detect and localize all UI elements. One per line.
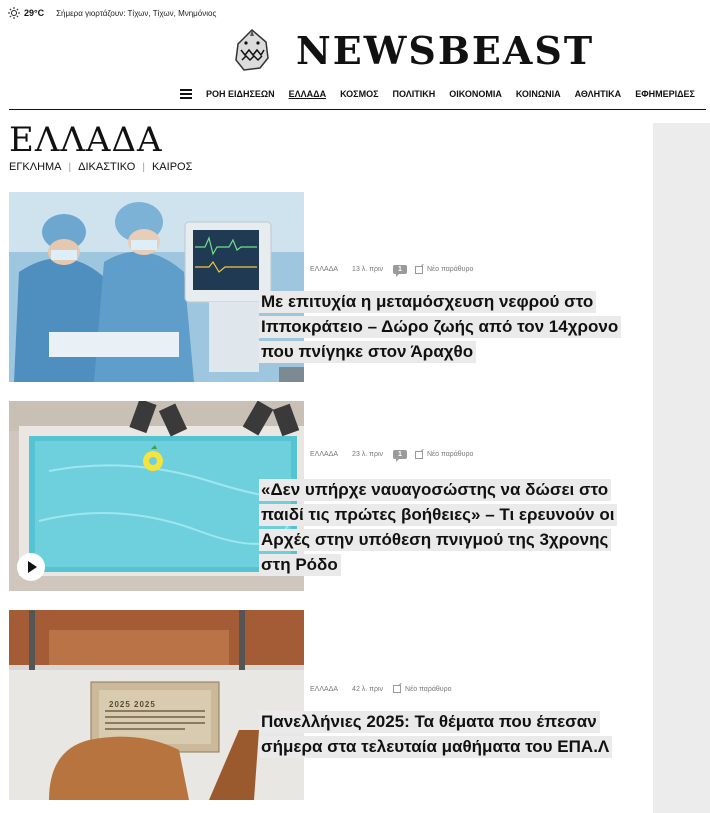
article-card[interactable] [9, 610, 639, 800]
brand-name: NEWSBEAST [296, 28, 595, 73]
article-headline[interactable]: «Δεν υπήρχε ναυαγοσώστης να δώσει στο παιδί τις πρώτες βοήθειες» – Τι ερευνούν οι Αρχές στην υπόθεση πνιγμού της 3χρονης στη Ρόδο [259, 477, 639, 577]
article-meta [310, 450, 473, 459]
article-category[interactable]: ΕΛΛΑΔΑ [310, 685, 339, 693]
sun-icon [8, 7, 20, 19]
article-headline[interactable]: Με επιτυχία η μεταμόσχευση νεφρού στο Ιπποκράτειο – Δώρο ζωής από τον 14χρονο που πνίγηκε στον Άραχθο [259, 289, 629, 364]
comment-count-badge[interactable]: 1 [393, 450, 407, 459]
nav-item-politiki[interactable]: ΠΟΛΙΤΙΚΗ [392, 89, 436, 99]
nav-item-athlitika[interactable]: ΑΘΛΗΤΙΚΑ [574, 89, 622, 99]
article-meta [310, 685, 451, 693]
subnav-kairos[interactable]: ΚΑΙΡΟΣ [151, 161, 193, 173]
article-time: 23 λ. πριν [352, 451, 384, 458]
article-image-exam[interactable] [9, 610, 304, 800]
main-nav [180, 86, 695, 102]
article-headline[interactable]: Πανελλήνιες 2025: Τα θέματα που έπεσαν σήμερα στα τελευταία μαθήματα του ΕΠΑ.Λ [259, 709, 629, 759]
menu-icon[interactable] [180, 89, 192, 99]
article-card[interactable] [9, 192, 639, 382]
article-time: 42 λ. πριν [352, 685, 384, 693]
sidebar-ad-area [653, 123, 710, 813]
nav-item-oikonomia[interactable]: ΟΙΚΟΝΟΜΙΑ [449, 89, 502, 99]
new-window-icon[interactable] [415, 266, 423, 274]
top-bar [8, 5, 216, 21]
new-window-icon[interactable] [393, 685, 401, 693]
article-category[interactable]: ΕΛΛΑΔΑ [310, 266, 339, 273]
nav-item-kosmos[interactable]: ΚΟΣΜΟΣ [340, 89, 379, 99]
nav-item-roi[interactable]: ΡΟΗ ΕΙΔΗΣΕΩΝ [206, 89, 275, 99]
new-window-icon[interactable] [415, 451, 423, 459]
nav-item-ellada[interactable]: ΕΛΛΑΔΑ [288, 89, 327, 99]
article-card[interactable] [9, 401, 639, 591]
article-meta [310, 265, 473, 274]
new-window-link[interactable]: Νέο παράθυρο [426, 266, 474, 273]
article-time: 13 λ. πριν [352, 266, 384, 273]
site-logo[interactable] [232, 28, 594, 74]
temperature: 29°C [24, 8, 45, 18]
exam-paper-year: 2025 2025 [109, 700, 156, 709]
video-play-icon[interactable] [17, 553, 45, 581]
new-window-link[interactable]: Νέο παράθυρο [426, 451, 474, 458]
shark-logo-icon [232, 28, 272, 74]
header-divider [9, 109, 706, 110]
subnav-dikastiko[interactable]: ΔΙΚΑΣΤΙΚΟ [78, 161, 136, 173]
page-title: ΕΛΛΑΔΑ [9, 120, 163, 160]
nav-item-efimerides[interactable]: ΕΦΗΜΕΡΙΔΕΣ [635, 89, 695, 99]
subnav-egklima[interactable]: ΕΓΚΛΗΜΑ [9, 161, 62, 173]
nav-item-koinonia[interactable]: ΚΟΙΝΩΝΙΑ [515, 89, 561, 99]
article-category[interactable]: ΕΛΛΑΔΑ [310, 451, 339, 458]
nameday-text: Σήμερα γιορτάζουν: Τίχων, Τίχων, Μνημόνιος [56, 8, 217, 18]
section-subnav: ΕΓΚΛΗΜΑ | ΔΙΚΑΣΤΙΚΟ | ΚΑΙΡΟΣ [9, 161, 193, 173]
comment-count-badge[interactable]: 1 [393, 265, 407, 274]
new-window-link[interactable]: Νέο παράθυρο [405, 685, 452, 693]
